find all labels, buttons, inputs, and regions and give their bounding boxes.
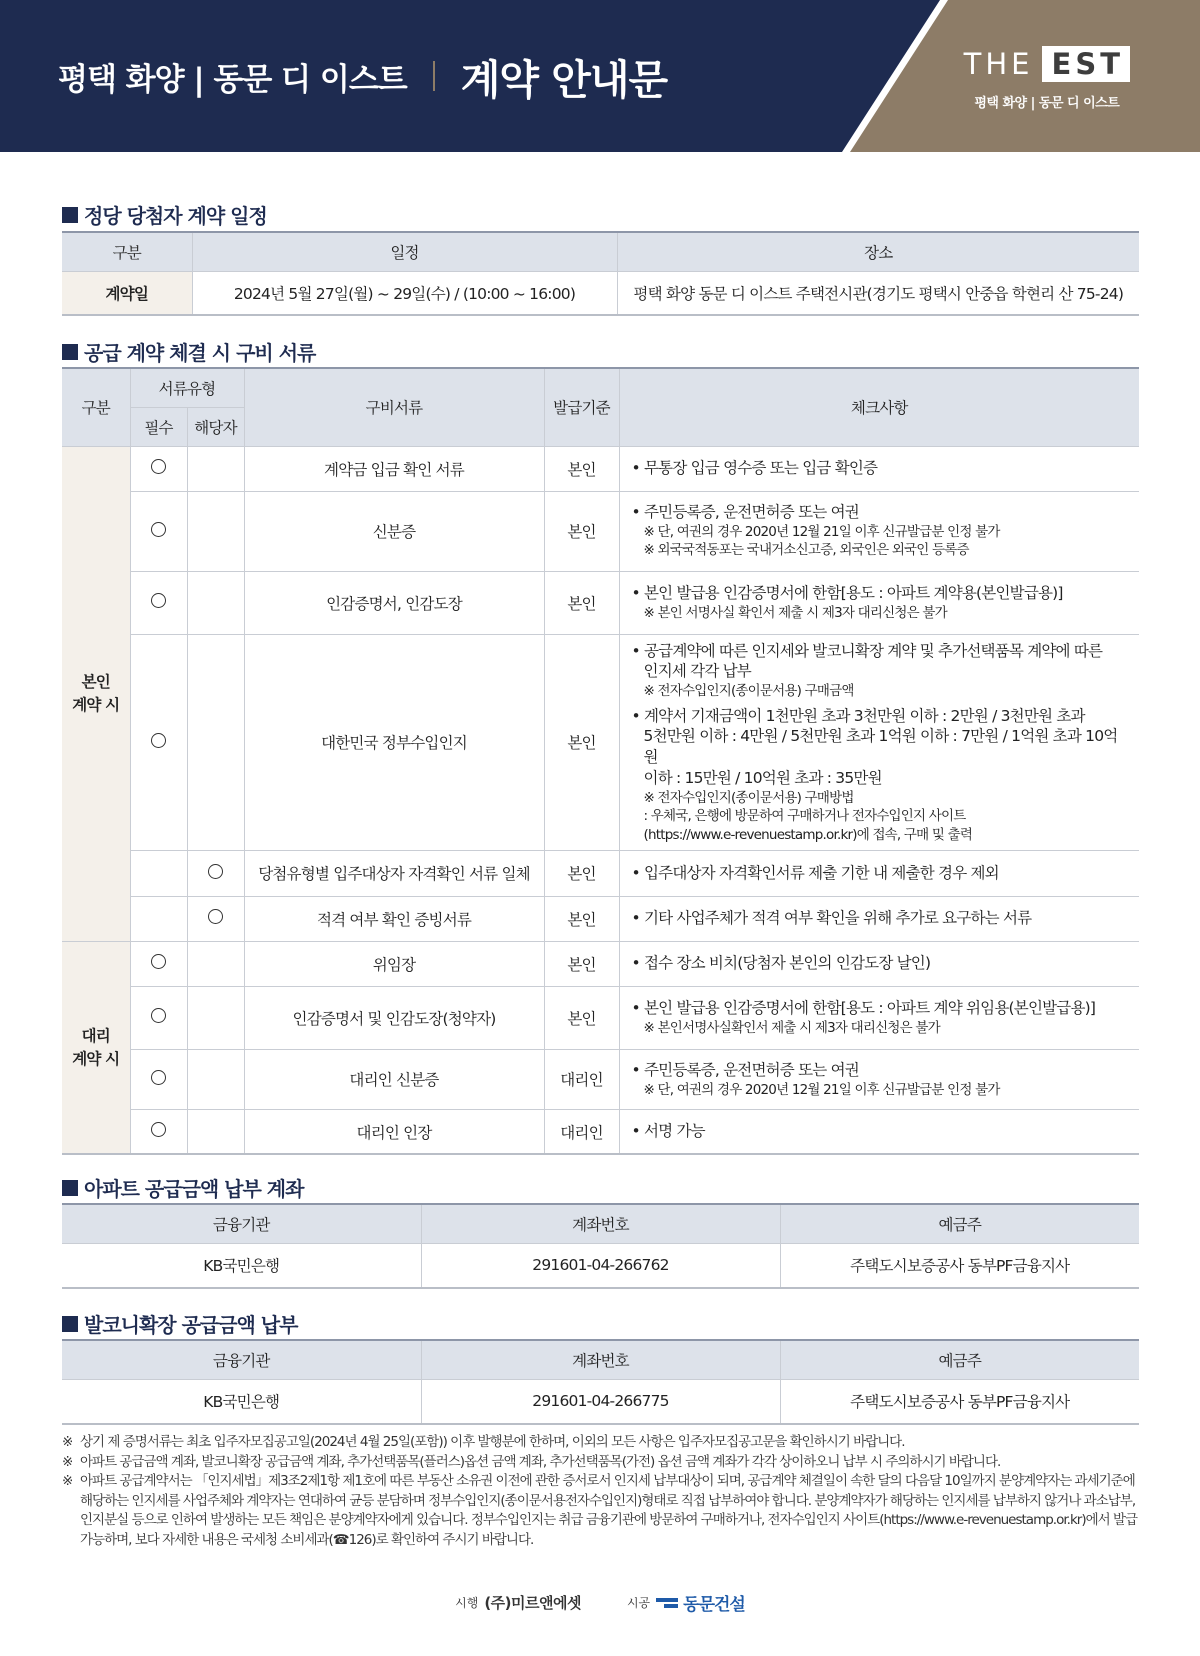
footnote-mark: ※: [62, 1434, 73, 1450]
issuer: 대리인: [544, 1109, 619, 1154]
page-footer: [0, 1590, 1200, 1615]
issuer: 본인: [544, 941, 619, 986]
table-row: [62, 850, 1139, 896]
apt-account-table: [62, 1203, 1139, 1289]
footnote-text: 상기 제 증명서류는 최초 입주자모집공고일(2024년 4월 25일(포함)) 이후 발행분에 한하며, 이외의 모든 사항은 입주자모집공고문을 확인하시기 바랍니다.: [80, 1434, 905, 1450]
col-header-check: 체크사항: [619, 368, 1139, 446]
applicable-mark: [187, 1049, 244, 1109]
check-note-line: ※ 본인서명사실확인서 제출 시 제3자 대리신청은 불가: [643, 1020, 940, 1037]
required-mark: [130, 941, 187, 986]
applicable-mark: [187, 571, 244, 634]
section-title-documents: [62, 337, 315, 366]
builder-name: 동문건설: [683, 1595, 745, 1615]
check-note-line: ※ 전자수입인지(종이문서용) 구매방법: [643, 790, 854, 807]
required-mark: [130, 491, 187, 571]
required-mark: [130, 896, 187, 941]
builder-label: 시공: [626, 1596, 651, 1610]
check-note: [619, 491, 1139, 571]
applicable-mark: [187, 941, 244, 986]
check-bullet: • 주민등록증, 운전면허증 또는 여권: [631, 503, 859, 522]
bank-name: KB국민은행: [62, 1243, 421, 1288]
col-header-applicable: 해당자: [187, 407, 244, 446]
check-bullet: • 계약서 기재금액이 1천만원 초과 3천만원 이하 : 2만원 / 3천만원 초과: [631, 706, 1085, 725]
issuer: 본인: [544, 986, 619, 1049]
applicable-mark: [187, 850, 244, 896]
col-header-bank: 금융기관: [62, 1204, 421, 1243]
circle-icon: [151, 954, 166, 969]
developer-name: (주)미르앤에셋: [484, 1594, 581, 1612]
col-header-category: 구분: [62, 368, 130, 446]
col-header-document: 구비서류: [244, 368, 544, 446]
check-bullet: • 본인 발급용 인감증명서에 한함[용도 : 아파트 계약용(본인발급용)]: [631, 583, 1063, 602]
check-note-line: ※ 전자수입인지(종이문서용) 구매금액: [643, 683, 854, 700]
account-holder: 주택도시보증공사 동부PF금융지사: [780, 1243, 1139, 1288]
required-mark: [130, 1049, 187, 1109]
required-mark: [130, 446, 187, 491]
footnote-mark: ※: [62, 1453, 73, 1470]
contract-date: 2024년 5월 27일(월) ~ 29일(수) / (10:00 ~ 16:00): [192, 271, 617, 315]
category-self: [62, 446, 130, 941]
table-row: [62, 941, 1139, 986]
title-notice: 계약 안내문: [460, 55, 668, 104]
circle-icon: [151, 593, 166, 608]
category-proxy-line2: 계약 시: [72, 1049, 120, 1068]
section-title-text: 공급 계약 체결 시 구비 서류: [84, 341, 316, 365]
col-header-account-number: 계좌번호: [421, 1204, 780, 1243]
required-mark: [130, 850, 187, 896]
check-note: [619, 1049, 1139, 1109]
document-name: 당첨유형별 입주대상자 자격확인 서류 일체: [244, 850, 544, 896]
logo-subtitle: 평택 화양 | 동문 디 이스트: [974, 96, 1120, 111]
section-title-apt-account: [62, 1173, 303, 1202]
document-name: 인감증명서 및 인감도장(청약자): [244, 986, 544, 1049]
applicable-mark: [187, 446, 244, 491]
check-bullet-cont: 5천만원 이하 : 4만원 / 5천만원 초과 1억원 이하 : 7만원 / 1억원 초과 10억원: [643, 727, 1118, 767]
check-note: [619, 896, 1139, 941]
logo-the: THE: [963, 47, 1034, 81]
category-self-line2: 계약 시: [72, 695, 120, 714]
document-name: 계약금 입금 확인 서류: [244, 446, 544, 491]
document-name: 대한민국 정부수입인지: [244, 634, 544, 850]
footnotes: [62, 1433, 1142, 1550]
check-note-line: ※ 외국국적동포는 국내거소신고증, 외국인은 외국인 등록증: [643, 542, 969, 559]
check-note-line: ※ 단, 여권의 경우 2020년 12월 21일 이후 신규발급분 인정 불가: [643, 1081, 1000, 1098]
col-header-place: 장소: [617, 232, 1139, 271]
check-note: [619, 634, 1139, 850]
check-note: [619, 1109, 1139, 1154]
table-row: [62, 1049, 1139, 1109]
title-divider: [433, 61, 435, 91]
check-note-line: : 우체국, 은행에 방문하여 구매하거나 전자수입인지 사이트: [643, 808, 966, 825]
table-row: [62, 446, 1139, 491]
document-name: 신분증: [244, 491, 544, 571]
table-row: [62, 571, 1139, 634]
section-title-text: 정당 당첨자 계약 일정: [84, 204, 267, 228]
check-bullet: • 서명 가능: [631, 1122, 705, 1141]
logo-est: EST: [1042, 46, 1130, 82]
circle-icon: [208, 864, 223, 879]
col-header-account-number: 계좌번호: [421, 1340, 780, 1379]
col-header-category: 구분: [62, 232, 192, 271]
section-title-text: 발코니확장 공급금액 납부: [84, 1313, 298, 1337]
circle-icon: [151, 522, 166, 537]
col-header-doc-type: 서류유형: [130, 368, 244, 407]
square-bullet-icon: [62, 1316, 78, 1332]
schedule-table: [62, 231, 1139, 316]
page-header: [0, 0, 1200, 152]
issuer: 본인: [544, 850, 619, 896]
developer-label: 시행: [455, 1596, 479, 1610]
document-name: 위임장: [244, 941, 544, 986]
circle-icon: [208, 909, 223, 924]
check-bullet: • 무통장 입금 영수증 또는 입금 확인증: [631, 459, 878, 478]
document-name: 인감증명서, 인감도장: [244, 571, 544, 634]
issuer: 본인: [544, 896, 619, 941]
contract-place: 평택 화양 동문 디 이스트 주택전시관(경기도 평택시 안중읍 학현리 산 75-24): [617, 271, 1139, 315]
check-note: [619, 571, 1139, 634]
footnote: [62, 1433, 1142, 1453]
table-row: [62, 986, 1139, 1049]
required-mark: [130, 1109, 187, 1154]
square-bullet-icon: [62, 1180, 78, 1196]
check-note: [619, 850, 1139, 896]
check-bullet: • 본인 발급용 인감증명서에 한함[용도 : 아파트 계약 위임용(본인발급용)]: [631, 999, 1096, 1018]
section-title-schedule: [62, 200, 267, 229]
issuer: 대리인: [544, 1049, 619, 1109]
footnote: [62, 1453, 1142, 1473]
check-note-line: (https://www.e-revenuestamp.or.kr)에 접속, 구매 및 출력: [643, 826, 973, 843]
page-title: [58, 0, 667, 152]
check-bullet: • 입주대상자 자격확인서류 제출 기한 내 제출한 경우 제외: [631, 863, 999, 882]
issuer: 본인: [544, 491, 619, 571]
required-mark: [130, 634, 187, 850]
check-bullet-cont: 이하 : 15만원 / 10억원 초과 : 35만원: [643, 769, 882, 788]
col-header-issuer: 발급기준: [544, 368, 619, 446]
required-mark: [130, 986, 187, 1049]
applicable-mark: [187, 491, 244, 571]
category-self-line1: 본인: [81, 673, 110, 692]
check-note: [619, 446, 1139, 491]
balcony-account-table: [62, 1339, 1139, 1425]
section-title-balcony-account: [62, 1309, 297, 1338]
check-bullet: • 주민등록증, 운전면허증 또는 여권: [631, 1060, 859, 1079]
square-bullet-icon: [62, 207, 78, 223]
footnote: [62, 1472, 1142, 1550]
circle-icon: [151, 733, 166, 748]
check-note: [619, 986, 1139, 1049]
documents-table: [62, 367, 1139, 1155]
row-label-contract-day: 계약일: [62, 271, 192, 315]
table-row: [62, 491, 1139, 571]
bank-name: KB국민은행: [62, 1379, 421, 1424]
account-number: 291601-04-266775: [421, 1379, 780, 1424]
document-name: 대리인 인장: [244, 1109, 544, 1154]
footnote-text: 아파트 공급계약서는 「인지세법」제3조2제1항 제1호에 따른 부동산 소유권 이전에 관한 증서로서 인지세 납부대상이 되며, 공급계약 체결일이 속한 달의 다음달 10일까지 분양계약자는 과세기준에 해당하는 인지세를 사업주체와 계약자는 연대하여 균등 분담하며 정부수입인지(종이문서용전자수입인지)형태로 직접 납부하여야 합니다. 분양계약자가 해당하는 인지세를 납부하지 않거나 과소납부, 인지분실 등으로 인하여 발생하는 모든 책임은 분양계약자에게 있습니다. 정부수입인지는 취급 금융기관에 방문하여 구매하거나, 전자수입인지 사이트(https://www.e-revenuestamp.or.kr)에서 발급 가능하며, 보다 자세한 내용은 국세청 소비세과(☎126)로 확인하여 주시기 바랍니다.: [80, 1473, 1138, 1548]
footnote-mark: ※: [62, 1473, 73, 1490]
category-proxy-line1: 대리: [81, 1027, 110, 1046]
circle-icon: [151, 1122, 166, 1137]
col-header-required: 필수: [130, 407, 187, 446]
table-row: [62, 634, 1139, 850]
circle-icon: [151, 1070, 166, 1085]
check-bullet: • 공급계약에 따른 인지세와 발코니확장 계약 및 추가선택품목 계약에 따른: [631, 641, 1103, 660]
circle-icon: [151, 1008, 166, 1023]
check-bullet-cont: 인지세 각각 납부: [643, 662, 751, 681]
builder-logo-icon: [656, 1597, 678, 1609]
col-header-holder: 예금주: [780, 1340, 1139, 1379]
required-mark: [130, 571, 187, 634]
brand-logo: [964, 46, 1130, 111]
account-number: 291601-04-266762: [421, 1243, 780, 1288]
check-bullet: • 기타 사업주체가 적격 여부 확인을 위해 추가로 요구하는 서류: [631, 909, 1032, 928]
document-name: 적격 여부 확인 증빙서류: [244, 896, 544, 941]
issuer: 본인: [544, 571, 619, 634]
col-header-holder: 예금주: [780, 1204, 1139, 1243]
col-header-bank: 금융기관: [62, 1340, 421, 1379]
document-name: 대리인 신분증: [244, 1049, 544, 1109]
footnote-text: 아파트 공급금액 계좌, 발코니확장 공급금액 계좌, 추가선택품목(플러스)옵션 금액 계좌, 추가선택품목(가전) 옵션 금액 계좌가 각각 상이하오니 납부 시 주의하시기 바랍니다.: [80, 1453, 1001, 1470]
applicable-mark: [187, 1109, 244, 1154]
check-note-line: ※ 본인 서명사실 확인서 제출 시 제3자 대리신청은 불가: [643, 604, 947, 621]
check-note-line: ※ 단, 여권의 경우 2020년 12월 21일 이후 신규발급분 인정 불가: [643, 524, 1000, 541]
account-holder: 주택도시보증공사 동부PF금융지사: [780, 1379, 1139, 1424]
col-header-date: 일정: [192, 232, 617, 271]
check-note: [619, 941, 1139, 986]
title-project: 평택 화양 | 동문 디 이스트: [58, 61, 407, 98]
category-proxy: [62, 941, 130, 1154]
circle-icon: [151, 459, 166, 474]
section-title-text: 아파트 공급금액 납부 계좌: [84, 1177, 304, 1201]
applicable-mark: [187, 896, 244, 941]
table-row: [62, 896, 1139, 941]
check-bullet: • 접수 장소 비치(당첨자 본인의 인감도장 날인): [631, 954, 931, 973]
square-bullet-icon: [62, 344, 78, 360]
applicable-mark: [187, 634, 244, 850]
issuer: 본인: [544, 634, 619, 850]
issuer: 본인: [544, 446, 619, 491]
applicable-mark: [187, 986, 244, 1049]
table-row: [62, 1109, 1139, 1154]
